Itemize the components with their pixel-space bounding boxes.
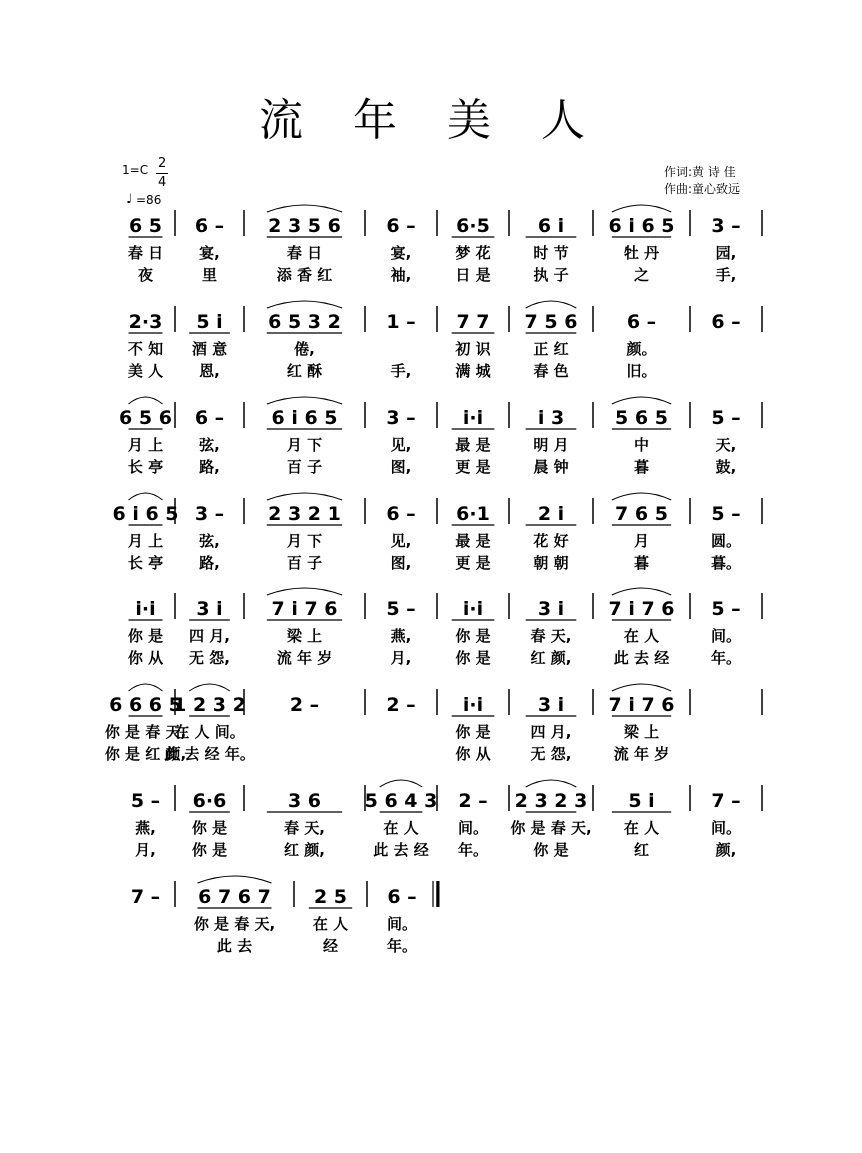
lyric-verse-2: 鼓, [715,458,737,476]
measure-notes: i 3 [537,407,565,429]
lyric-verse-1: 在 人 [623,627,660,645]
lyric-verse-1: 宴, [199,244,220,262]
lyric-verse-2: 之 [633,266,650,284]
lyric-verse-2: 颜, [715,841,737,859]
lyric-verse-1: 间。 [710,819,742,837]
lyric-verse-1: 你 是 [191,819,228,837]
measure-notes: 6 5 [128,215,163,237]
measure-notes: 7 – [711,790,741,812]
lyric-verse-1: 最 是 [455,436,491,454]
measure-notes: 2 3 2 1 [268,503,341,525]
lyric-verse-2: 手, [715,266,737,284]
lyric-verse-1: 见, [390,436,412,454]
lyric-verse-1: 月 [633,532,650,550]
lyric-verse-2: 你 从 [127,649,164,667]
lyric-verse-1: 间。 [386,915,418,933]
lyric-verse-2: 路, [199,458,220,476]
slur-arc [189,684,230,691]
measure-notes: 7 6 5 [615,503,668,525]
measure-notes: 6 – [626,311,657,333]
lyric-verse-1: 月 上 [127,532,164,550]
lyric-verse-2: 恩, [199,362,220,380]
lyric-verse-1: 春 日 [286,244,323,262]
measure-notes: 7 i 7 6 [608,694,675,716]
lyric-verse-2: 百 子 [286,458,323,476]
time-signature-bottom: 4 [158,175,167,190]
lyric-verse-2: 月, [390,649,412,667]
lyric-verse-1: 倦, [294,340,315,358]
lyric-verse-1: 初 识 [455,340,491,358]
measure-notes: 6 – [386,215,416,237]
lyric-verse-1: 不 知 [127,340,164,358]
measure-notes: 6 i 6 5 [608,215,675,237]
measure-notes: i·i [135,598,156,620]
lyric-verse-1: 春 日 [127,244,164,262]
lyric-verse-2: 红 颜, [530,649,572,667]
slur-arc [198,876,272,883]
lyric-verse-2: 经 [322,937,339,955]
measure-notes: 3 i [196,598,223,620]
lyric-verse-1: 中 [633,436,650,454]
measure-notes: 7 5 6 [524,311,578,333]
lyric-verse-1: 圆。 [710,532,742,550]
slur-arc [612,684,671,691]
lyric-verse-1: 在 人 [383,819,419,837]
lyric-verse-2: 百 子 [286,554,323,572]
lyric-verse-1: 你 是 [127,627,164,645]
measure-notes: 5 – [130,790,161,812]
lyric-verse-2: 年。 [457,841,489,859]
lyric-verse-1: 最 是 [455,532,491,550]
measure-notes: 5 – [711,598,741,620]
measure-notes: 5 6 5 [615,407,668,429]
measure-notes: 5 – [711,503,741,525]
measure-notes: 5 i [628,790,655,812]
measure-notes: 6 – [711,311,741,333]
lyric-verse-2: 此 去 经 [613,649,670,667]
lyric-verse-1: 在 人 [623,819,660,837]
lyric-verse-2: 年。 [710,649,742,667]
lyric-verse-2: 袖, [390,266,412,284]
lyric-verse-1: 见, [390,532,412,550]
slur-arc [267,301,342,308]
slur-arc [612,205,671,212]
lyric-verse-2: 添 香 红 [276,266,333,284]
lyric-verse-2: 更 是 [455,554,491,572]
measure-notes: 6 6 6 5 [109,694,182,716]
lyric-verse-1: 在 人 间。 [174,723,245,741]
lyric-verse-1: 燕, [390,627,412,645]
lyric-verse-2: 红 [633,841,650,859]
measure-notes: 6·6 [192,790,227,812]
lyric-verse-2: 你 是 [533,841,569,859]
measure-notes: 1 – [386,311,416,333]
slur-arc [380,780,423,787]
lyric-verse-2: 执 子 [533,266,569,284]
lyric-verse-1: 花 好 [533,532,569,550]
lyric-verse-1: 酒 意 [191,340,228,358]
lyric-verse-2: 无 怨, [530,745,572,763]
measure-notes: 7 i 7 6 [608,598,675,620]
slur-arc [129,397,163,404]
time-signature-top: 2 [158,156,167,171]
lyric-verse-1: 牡 丹 [623,244,660,262]
measure-notes: 6 – [194,215,225,237]
lyric-verse-1: 间。 [710,627,742,645]
measure-notes: 2 – [386,694,416,716]
lyric-verse-2: 图, [390,554,412,572]
slur-arc [129,493,163,500]
lyric-verse-2: 你 从 [455,745,491,763]
lyricist-credit: 作词:黄 诗 佳 [664,165,736,179]
lyric-verse-2: 你 是 [191,841,228,859]
measure-notes: 5 – [711,407,741,429]
measure-notes: 6 – [386,503,416,525]
measure-notes: 6 5 3 2 [268,311,341,333]
slur-arc [612,588,671,595]
measure-notes: 6·5 [456,215,490,237]
measure-notes: 7 – [130,886,161,908]
measure-notes: 2·3 [128,311,163,333]
lyric-verse-2: 手, [390,362,412,380]
lyric-verse-1: 你 是 [455,723,491,741]
lyric-verse-1: 间。 [457,819,489,837]
slur-arc [612,397,671,404]
slur-arc [129,684,163,691]
measure-notes: 2 3 2 3 [514,790,588,812]
measure-notes: 2 i [537,503,565,525]
measure-notes: 6 5 6 [119,407,172,429]
measure-notes: i·i [462,598,484,620]
lyric-verse-2: 长 亭 [127,554,164,572]
lyric-verse-2: 你 是 红 颜, [104,745,187,763]
measure-notes: 2 5 [313,886,348,908]
slur-arc [267,397,342,404]
lyric-verse-1: 时 节 [533,244,569,262]
measure-notes: 6 – [387,886,417,908]
lyric-verse-1: 月 下 [286,436,323,454]
lyric-verse-1: 在 人 [312,915,349,933]
tempo-marking: =86 [136,193,162,207]
measure-notes: 3 i [537,598,565,620]
slur-arc [526,301,577,308]
lyric-verse-1: 宴, [390,244,412,262]
slur-arc [526,780,577,787]
lyric-verse-1: 燕, [135,819,156,837]
lyric-verse-2: 红 颜, [284,841,325,859]
lyric-verse-1: 你 是 春 天, [104,723,187,741]
measure-notes: 6 7 6 7 [198,886,271,908]
measure-notes: 1 2 3 2 [173,694,246,716]
lyric-verse-2: 年。 [386,937,418,955]
slur-arc [267,588,342,595]
measure-notes: 2 – [289,694,320,716]
slur-arc [267,493,342,500]
lyric-verse-1: 你 是 春 天, [193,915,276,933]
measure-notes: 3 i [537,694,565,716]
lyric-verse-2: 满 城 [455,362,491,380]
measure-notes: 3 – [194,503,225,525]
lyric-verse-2: 月, [135,841,156,859]
lyric-verse-2: 暮。 [710,554,742,572]
measure-notes: 6 i 6 5 [112,503,179,525]
lyric-verse-2: 更 是 [455,458,491,476]
lyric-verse-2: 旧。 [626,362,657,380]
lyric-verse-1: 正 红 [533,340,569,358]
measure-notes: 6 i 6 5 [271,407,338,429]
quarter-note-icon: ♩ [126,192,133,207]
lyric-verse-1: 春 天, [530,627,572,645]
lyric-verse-2: 你 是 [455,649,491,667]
lyric-verse-2: 里 [201,266,218,284]
measure-notes: 5 – [386,598,416,620]
lyric-verse-1: 弦, [199,436,220,454]
measure-notes: i·i [462,407,484,429]
measure-notes: 6·1 [456,503,490,525]
lyric-verse-2: 图, [390,458,412,476]
lyric-verse-1: 颜。 [626,340,657,358]
lyric-verse-1: 天, [715,436,737,454]
lyric-verse-2: 红 酥 [286,362,323,380]
measure-notes: 7 i 7 6 [271,598,338,620]
measure-notes: i·i [462,694,484,716]
lyric-verse-1: 梦 花 [455,244,491,262]
lyric-verse-2: 路, [199,554,220,572]
lyric-verse-1: 梁 上 [623,723,660,741]
measure-notes: 3 6 [287,790,322,812]
measure-notes: 5 i [196,311,223,333]
lyric-verse-1: 你 是 春 天, [510,819,592,837]
slur-arc [612,493,671,500]
lyric-verse-2: 长 亭 [127,458,164,476]
lyric-verse-1: 明 月 [533,436,569,454]
lyric-verse-1: 梁 上 [286,627,323,645]
lyric-verse-2: 此 去 [216,937,253,955]
measure-notes: 6 i [537,215,565,237]
lyric-verse-2: 暮 [633,458,650,476]
lyric-verse-2: 日 是 [455,266,491,284]
lyric-verse-1: 月 下 [286,532,323,550]
measure-notes: 3 – [711,215,741,237]
lyric-verse-2: 朝 朝 [533,554,569,572]
lyric-verse-1: 四 月, [189,627,230,645]
measure-notes: 5 6 4 3 [364,790,438,812]
lyric-verse-1: 园, [715,244,737,262]
lyric-verse-2: 流 年 岁 [276,649,333,667]
lyric-verse-2: 美 人 [127,362,164,380]
song-title: 流 年 美 人 [259,95,603,146]
measure-notes: 7 7 [456,311,490,333]
lyric-verse-2: 夜 [137,266,154,284]
lyric-verse-1: 四 月, [530,723,572,741]
lyric-verse-1: 你 是 [455,627,491,645]
lyric-verse-2: 春 色 [533,362,569,380]
measure-notes: 6 – [194,407,225,429]
composer-credit: 作曲:童心致远 [664,182,741,196]
lyric-verse-2: 无 怨, [189,649,230,667]
lyric-verse-2: 晨 钟 [533,458,569,476]
key-signature: 1=C [122,163,149,177]
lyric-verse-2: 此 去 经 年。 [164,745,255,763]
lyric-verse-1: 弦, [199,532,220,550]
slur-arc [267,205,342,212]
measure-notes: 2 – [458,790,488,812]
measure-notes: 2 3 5 6 [268,215,341,237]
lyric-verse-2: 暮 [633,554,650,572]
lyric-verse-2: 流 年 岁 [613,745,670,763]
lyric-verse-2: 此 去 经 [373,841,429,859]
measure-notes: 3 – [386,407,416,429]
lyric-verse-1: 春 天, [284,819,325,837]
lyric-verse-1: 月 上 [127,436,164,454]
